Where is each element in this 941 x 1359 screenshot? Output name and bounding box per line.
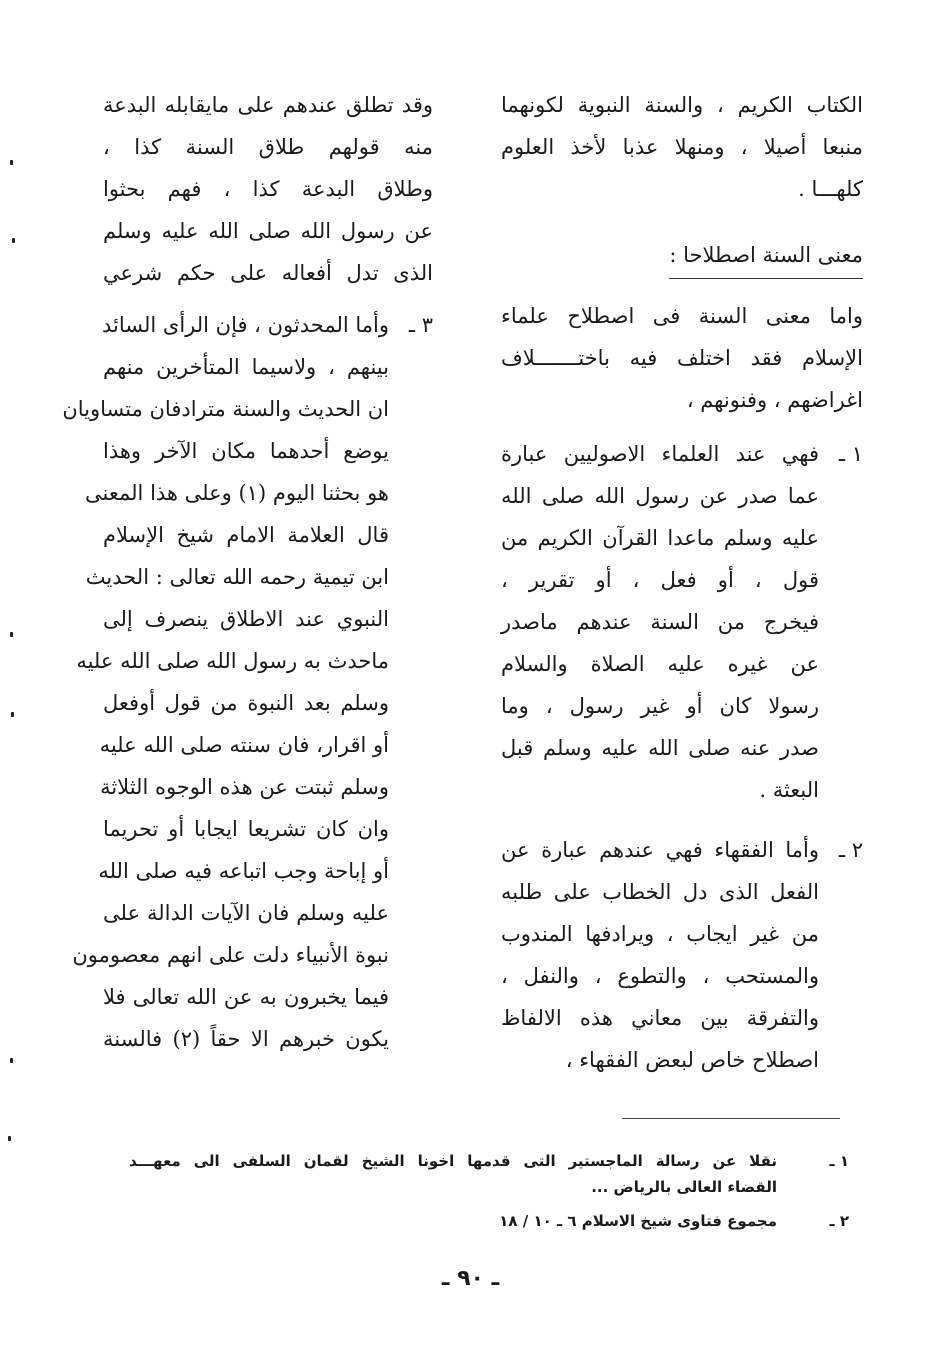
text-line: عليه وسلم فان الآيات الدالة على — [103, 901, 389, 925]
text-line: اغراضهم ، وفنونهم ، — [686, 388, 863, 412]
item-number: ١ ـ — [838, 442, 863, 466]
text-line: عن غيره عليه الصلاة والسلام — [501, 652, 819, 676]
footnote-line: نقلا عن رسالة الماجستير التى قدمها اخونا الشيخ لقمان السلفى الى معهـــد — [129, 1152, 777, 1170]
list-item-fuqaha — [501, 829, 863, 1081]
list-item-muhaddithun — [62, 304, 433, 1060]
text-line: فهي عند العلماء الاصوليين عبارة — [501, 442, 819, 466]
scan-speck — [10, 1058, 13, 1063]
text-line: منبعا أصيلا ، ومنهلا عذبا لأخذ العلوم — [501, 135, 863, 159]
left-column — [62, 84, 433, 1072]
text-line: وأما المحدثون ، فإن الرأى السائد — [101, 313, 389, 337]
text-line: عما صدر عن رسول الله صلى الله — [501, 484, 819, 508]
text-line: وسلم بعد النبوة من قول أوفعل — [103, 691, 389, 715]
text-line: نبوة الأنبياء دلت على انهم معصومون — [72, 943, 389, 967]
right-column — [501, 84, 863, 1093]
page-number: ـ ٩٠ ـ — [441, 1266, 500, 1291]
text-line: أو اقرار، فان سنته صلى الله عليه — [99, 733, 389, 757]
scan-speck — [12, 238, 15, 243]
text-line: بينهم ، ولاسيما المتأخرين منهم — [103, 355, 389, 379]
text-line: يكون خبرهم الا حقاً (٢) فالسنة — [103, 1027, 389, 1051]
definition-paragraph — [501, 295, 863, 421]
text-line: اصطلاح خاص لبعض الفقهاء ، — [565, 1048, 819, 1072]
text-line: عليه وسلم ماعدا القرآن الكريم من — [501, 526, 819, 550]
text-line: فيما يخبرون به عن الله تعالى فلا — [103, 985, 389, 1009]
text-line: يوضع أحدهما مكان الآخر وهذا — [103, 439, 389, 463]
text-line: الكتاب الكريم ، والسنة النبوية لكونهما — [501, 93, 863, 117]
text-line: الإسلام فقد اختلف فيه باختـــــــلاف — [501, 346, 863, 370]
footnote-line: القضاء العالى بالرياض ... — [591, 1178, 777, 1196]
text-line: وان كان تشريعا ايجابا أو تحريما — [103, 817, 389, 841]
text-line: وسلم ثبتت عن هذه الوجوه الثلاثة — [100, 775, 389, 799]
text-line: قول ، أو فعل ، أو تقرير ، — [501, 568, 819, 592]
text-line: وقد تطلق عندهم على مايقابله البدعة — [103, 93, 433, 117]
text-line: والمستحب ، والتطوع ، والنفل ، — [501, 964, 819, 988]
footnote-line: مجموع فتاوى شيخ الاسلام ٦ ـ ١٠ / ١٨ — [499, 1212, 777, 1230]
text-line: الذى تدل أفعاله على حكم شرعي — [103, 261, 433, 285]
text-line: صدر عنه صلى الله عليه وسلم قبل — [501, 736, 819, 760]
item-number: ٢ ـ — [838, 838, 863, 862]
text-line: عن رسول الله صلى الله عليه وسلم — [103, 219, 433, 243]
footnote-item — [129, 1148, 849, 1200]
footnote-number: ٢ ـ — [829, 1212, 849, 1230]
text-line: أو إباحة وجب اتباعه فيه صلى الله — [98, 859, 389, 883]
section-heading: معنى السنة اصطلاحا : — [669, 234, 863, 279]
text-line: واما معنى السنة فى اصطلاح علماء — [501, 304, 863, 328]
text-line: وأما الفقهاء فهي عندهم عبارة عن — [501, 838, 819, 862]
text-line: ابن تيمية رحمه الله تعالى : الحديث — [85, 565, 389, 589]
text-line: كلهـــا . — [798, 177, 863, 201]
footnotes — [129, 1148, 849, 1242]
text-line: وطلاق البدعة كذا ، فهم بحثوا — [103, 177, 433, 201]
text-line: من غير ايجاب ، ويرادفها المندوب — [501, 922, 819, 946]
scan-speck — [10, 160, 13, 165]
text-line: قال العلامة الامام شيخ الإسلام — [103, 523, 389, 547]
scan-speck — [10, 632, 13, 637]
text-line: فيخرج من السنة عندهم ماصدر — [501, 610, 819, 634]
text-line: هو بحثنا اليوم (١) وعلى هذا المعنى — [85, 481, 389, 505]
footnote-item — [129, 1208, 849, 1234]
scan-speck — [8, 1136, 11, 1141]
item-number: ٣ ـ — [408, 313, 433, 337]
text-line: ان الحديث والسنة مترادفان متساويان — [62, 397, 389, 421]
footnote-divider — [622, 1118, 840, 1119]
text-line: منه قولهم طلاق السنة كذا ، — [103, 135, 433, 159]
text-line: البعثة . — [759, 778, 819, 802]
text-line: النبوي عند الاطلاق ينصرف إلى — [103, 607, 389, 631]
text-line: رسولا كان أو غير رسول ، وما — [501, 694, 819, 718]
text-line: الفعل الذى دل الخطاب على طلبه — [501, 880, 819, 904]
intro-paragraph — [501, 84, 863, 210]
footnote-number: ١ ـ — [829, 1152, 849, 1170]
scan-speck — [11, 712, 14, 717]
text-line: ماحدث به رسول الله صلى الله عليه — [76, 649, 389, 673]
text-line: والتفرقة بين معاني هذه الالفاظ — [501, 1006, 819, 1030]
list-item-usuliyyin — [501, 433, 863, 811]
bidah-paragraph — [103, 84, 433, 294]
